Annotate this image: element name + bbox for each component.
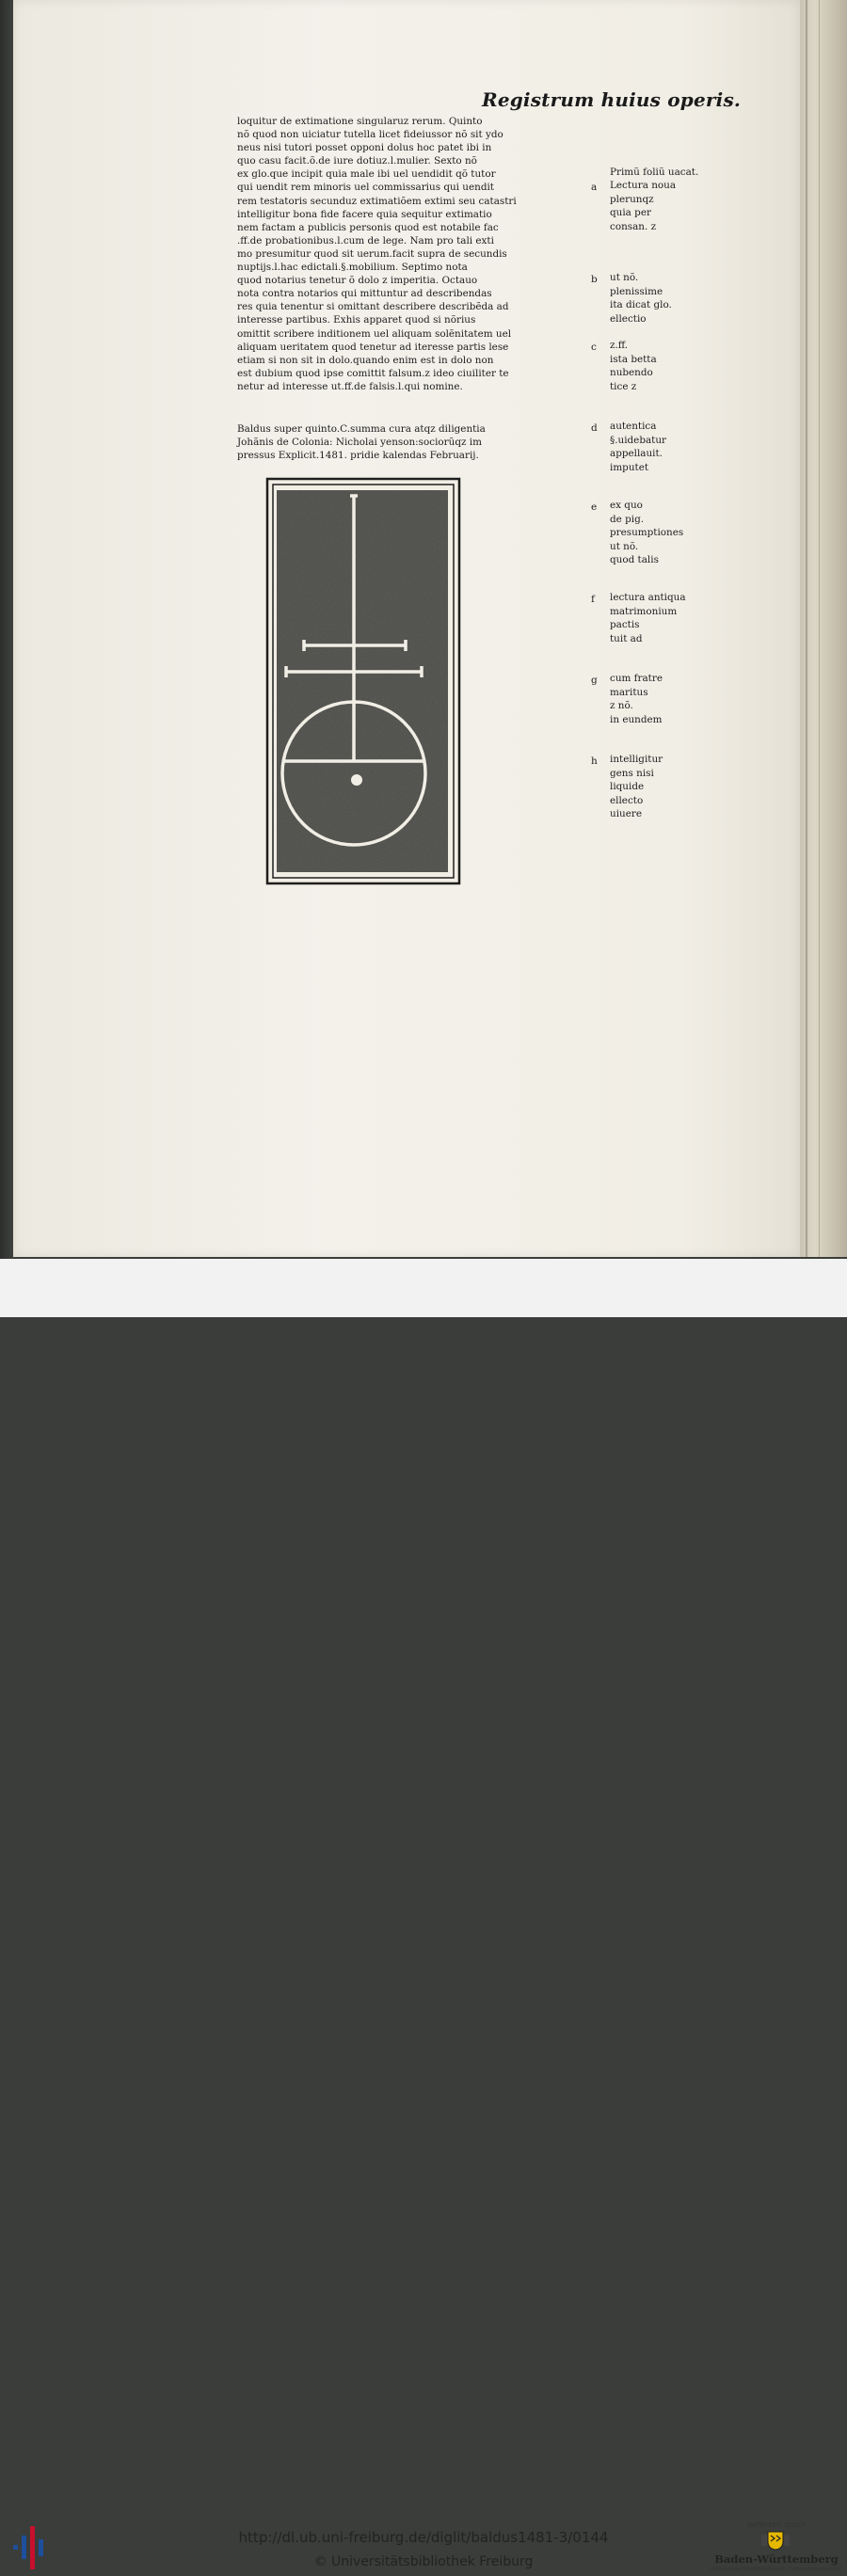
register-entry: pactis xyxy=(610,619,640,630)
register-entry: in eundem xyxy=(610,713,663,725)
main-text-line: nuptijs.l.hac edictali.§.mobilium. Septimo nota xyxy=(237,262,468,274)
footer-bar xyxy=(0,1259,847,2572)
main-text-line: aliquam ueritatem quod tenetur ad iteresse partis lese xyxy=(237,341,509,353)
register-entry: consan. z xyxy=(610,220,657,232)
register-entry: ista betta xyxy=(610,353,657,365)
register-entry: presumptiones xyxy=(610,527,684,538)
register-entry: cum fratre xyxy=(610,673,663,684)
register-entry: z.ff. xyxy=(610,340,629,351)
main-text-line: netur ad interesse ut.ff.de falsis.l.qui nomine. xyxy=(237,380,463,392)
register-entry: uiuere xyxy=(610,808,642,819)
register-entry: nubendo xyxy=(610,367,653,378)
register-signature-letter: d xyxy=(591,422,598,434)
main-text-line: nõ quod non uiciatur tutella licet fideiussor nõ sit ydo xyxy=(237,129,503,141)
register-entry: gens nisi xyxy=(610,767,654,779)
register-entry: ut nõ. xyxy=(610,272,639,283)
register-signature-letter: c xyxy=(591,342,597,353)
main-text-line: interesse partibus. Exhis apparet quod si nõrius xyxy=(237,314,476,326)
register-entry: Primũ foliũ uacat. xyxy=(610,167,699,178)
funding-name: Baden-Württemberg xyxy=(714,2552,839,2566)
register-entry: §.uidebatur xyxy=(610,434,666,446)
register-signature-letter: h xyxy=(591,755,598,767)
register-entry: liquide xyxy=(610,781,645,792)
colophon-line: Baldus super quinto.C.summa cura atqz diligentia xyxy=(237,423,486,435)
register-entry: ellecto xyxy=(610,794,644,806)
main-text-line: nota contra notarios qui mittuntur ad describendas xyxy=(237,288,492,300)
register-signature-letter: b xyxy=(591,274,598,285)
register-entry: ex quo xyxy=(610,500,643,511)
register-entry: lectura antiqua xyxy=(610,592,686,603)
state-crest-icon xyxy=(760,2530,791,2551)
register-entry: autentica xyxy=(610,421,657,432)
register-entry: ellectio xyxy=(610,312,647,325)
register-entry: ut nõ. xyxy=(610,540,639,552)
funding-label: gefördert durch xyxy=(746,2520,807,2529)
main-text-line: nem factam a publicis personis quod est notabile fac xyxy=(237,221,499,233)
main-text-line: .ff.de probationibus.l.cum de lege. Nam pro tali exti xyxy=(237,234,494,246)
permalink[interactable]: http://dl.ub.uni-freiburg.de/diglit/baldus1481-3/0144 xyxy=(238,2529,609,2546)
register-entry: maritus xyxy=(610,686,648,698)
copyright-notice: © Universitätsbibliothek Freiburg xyxy=(313,2554,534,2569)
register-signature-letter: e xyxy=(591,501,598,513)
running-head: Registrum huius operis. xyxy=(482,88,742,111)
page-edges xyxy=(800,0,847,1257)
register-entry: imputet xyxy=(610,461,649,473)
funding-badge xyxy=(708,2518,845,2576)
register-entry: plerunqz xyxy=(610,193,654,205)
register-signature-letter: g xyxy=(591,675,598,686)
register-entry: z nõ. xyxy=(610,700,633,711)
register-entry: Lectura noua xyxy=(610,180,677,191)
register-entry: tuit ad xyxy=(610,632,643,644)
register-signature-letter: a xyxy=(591,182,598,193)
colophon-line: Johãnis de Colonia: Nicholai yenson:sociorũqz im xyxy=(237,437,482,449)
register-entry: tice z xyxy=(610,380,637,392)
scan-image xyxy=(0,0,847,1259)
main-text-line: qui uendit rem minoris uel commissarius qui uendit xyxy=(237,182,494,194)
register-entry: appellauit. xyxy=(610,448,663,459)
register-entry: ita dicat glo. xyxy=(610,299,672,310)
main-text-line: neus nisi tutori posset opponi dolus hoc patet ibi in xyxy=(237,142,492,154)
page-gutter-shadow xyxy=(0,0,13,1259)
main-text-line: omittit scribere inditionem uel aliquam solẽnitatem uel xyxy=(237,327,512,340)
register-signature-letter: f xyxy=(591,594,595,605)
main-text-line: ex glo.que incipit quia male ibi uel uendidit qõ tutor xyxy=(237,168,496,181)
register-entry: quia per xyxy=(610,207,651,218)
main-text-line: loquitur de extimatione singularuz rerum. Quinto xyxy=(237,116,483,127)
main-text-line: est dubium quod ipse comittit falsum.z ideo ciuiliter te xyxy=(237,367,509,379)
register-entry: plenissime xyxy=(610,285,663,297)
main-text-line: quo casu facit.õ.de iure dotiuz.l.mulier. Sexto nõ xyxy=(237,155,477,167)
register-entry: intelligitur xyxy=(610,754,663,765)
printer-device-woodcut xyxy=(267,479,459,883)
register-entry: de pig. xyxy=(610,513,645,525)
funding-ministry: MINISTERIUM FÜR WISSENSCHAFT, FORSCHUNG UND KUNST xyxy=(711,2568,842,2572)
main-text-line: res quia tenentur si omittant describere describẽda ad xyxy=(237,301,509,313)
register-entry: matrimonium xyxy=(610,605,678,617)
colophon-line: pressus Explicit.1481. pridie kalendas Februarij. xyxy=(237,450,479,462)
register-entry: quod talis xyxy=(610,554,659,565)
colophon xyxy=(237,422,486,462)
main-text-line: quod notarius tenetur õ dolo z imperitia. Octauo xyxy=(237,275,478,287)
main-text-line: intelligitur bona fide facere quia sequitur extimatio xyxy=(237,208,492,220)
main-text-line: etiam si non sit in dolo.quando enim est in dolo non xyxy=(237,354,494,366)
main-text-column xyxy=(237,115,517,393)
main-text-line: mo presumitur quod sit uerum.facit supra de secundis xyxy=(237,247,507,260)
main-text-line: rem testatoris secunduz extimatiõem extimi seu catastri xyxy=(237,195,517,207)
